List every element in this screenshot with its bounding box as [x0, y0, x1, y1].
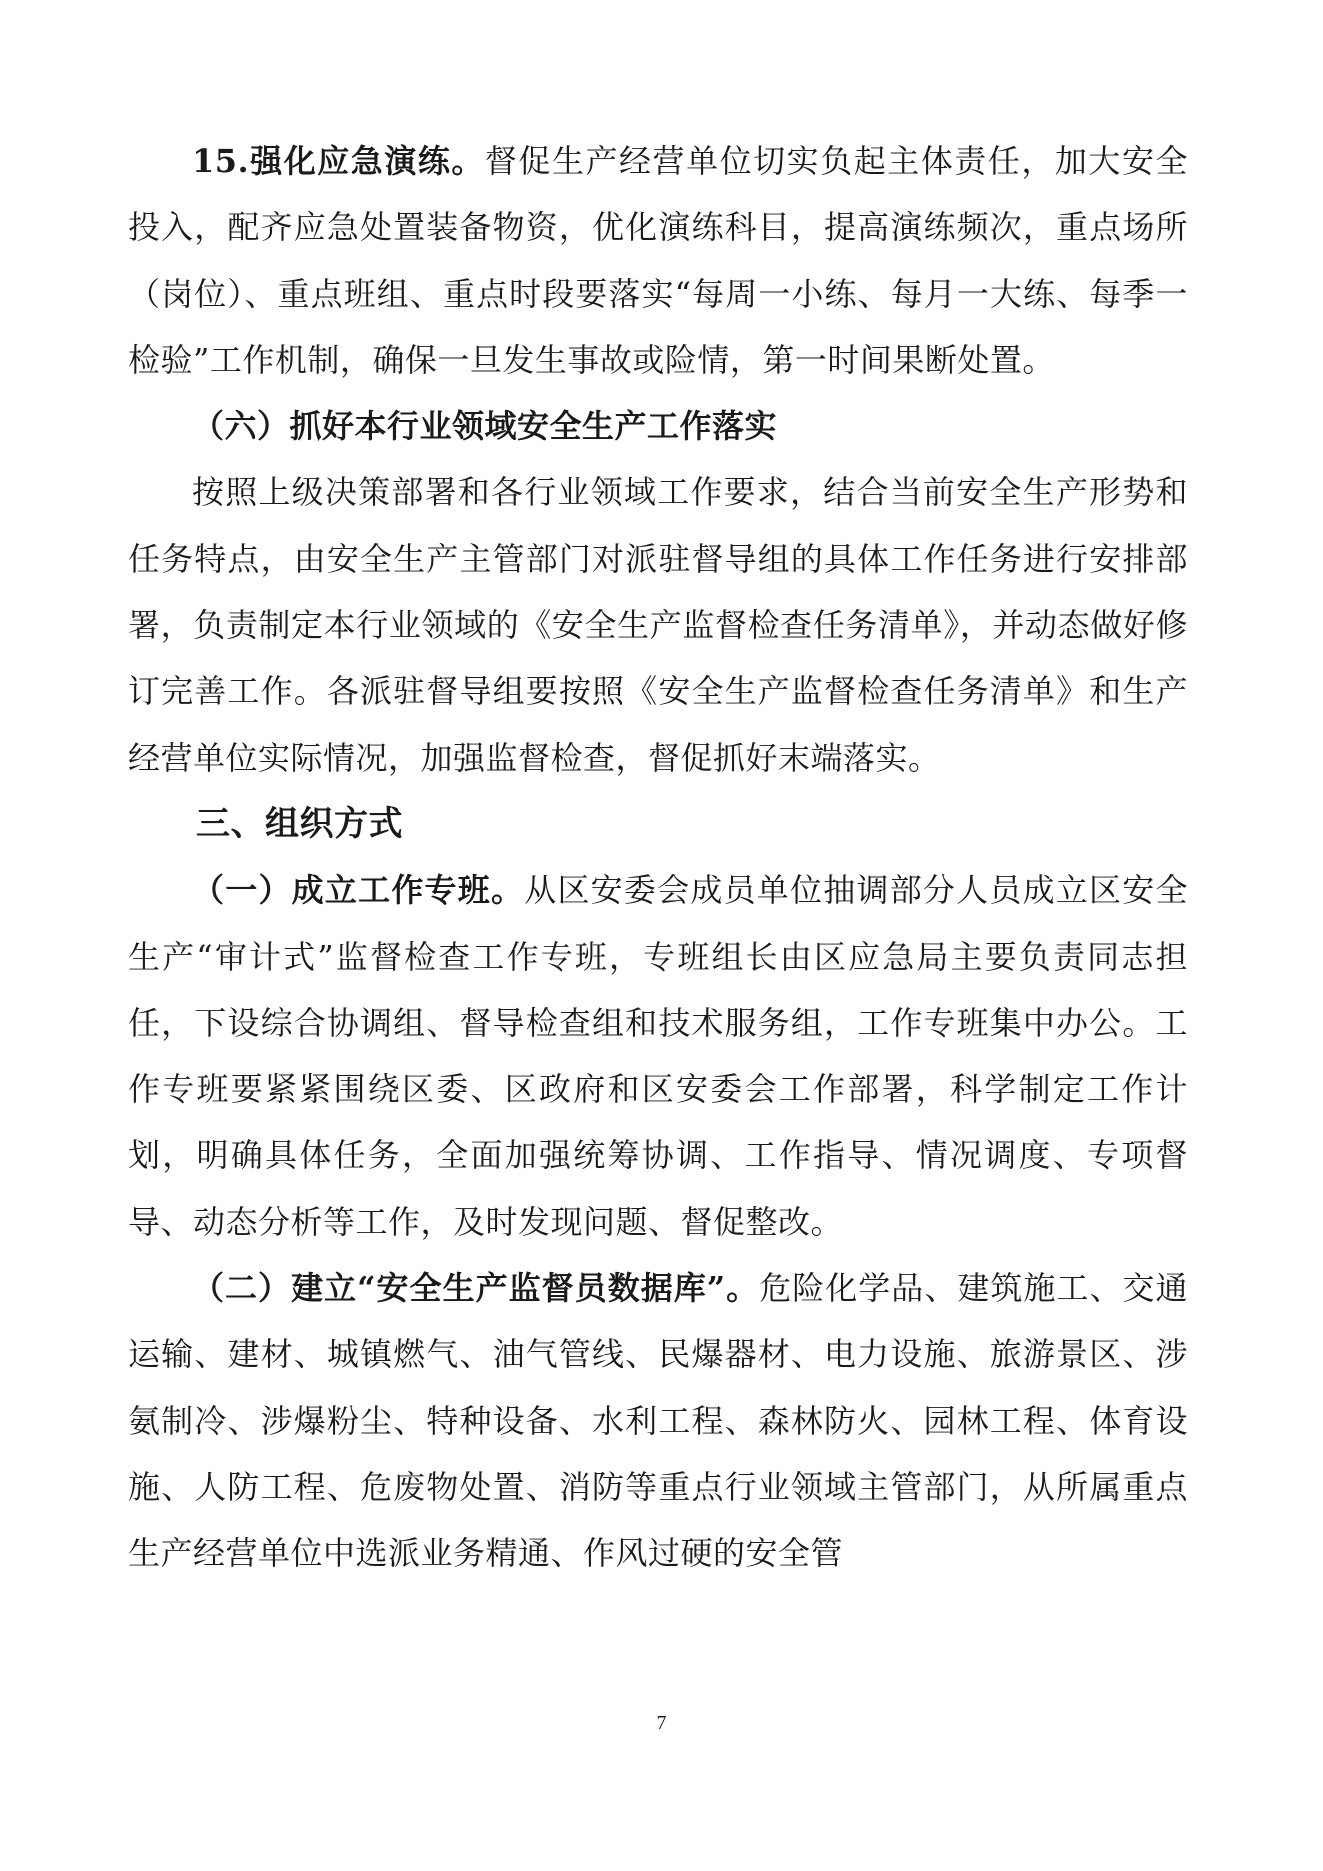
- paragraph-lead: 15.强化应急演练。: [192, 142, 485, 180]
- chapter-heading-organization: 三、组织方式: [196, 803, 403, 844]
- paragraph-body: 督促生产经营单位切实负起主体责任，加大安全投入，配齐应急处置装备物资，优化演练科目，提高演练频次，重点场所（岗位）、重点班组、重点时段要落实“每周一小练、每月一大练、每季一检验”工作机制，确保一旦发生事故或险情，第一时间果断处置。: [128, 142, 1188, 379]
- section-heading-industry: （六）抓好本行业领域安全生产工作落实: [192, 407, 778, 446]
- paragraph-lead: （一）成立工作专班。: [192, 871, 525, 910]
- paragraph-body: 危险化学品、建筑施工、交通运输、建材、城镇燃气、油气管线、民爆器材、电力设施、旅游景区、涉氨制冷、涉爆粉尘、特种设备、水利工程、森林防火、园林工程、体育设施、人防工程、危废物处置、消防等重点行业领域主管部门，从所属重点生产经营单位中选派业务精通、作风过硬的安全管: [128, 1269, 1188, 1573]
- document-page: [128, 128, 1188, 1587]
- paragraph-lead: （二）建立“安全生产监督员数据库”。: [192, 1269, 760, 1308]
- paragraph-supervisor-database: [128, 1255, 1188, 1586]
- paragraph-body: 从区安委会成员单位抽调部分人员成立区安全生产“审计式”监督检查工作专班，专班组长由区应急局主要负责同志担任，下设综合协调组、督导检查组和技术服务组，工作专班集中办公。工作专班要紧紧围绕区委、区政府和区安委会工作部署，科学制定工作计划，明确具体任务，全面加强统筹协调、工作指导、情况调度、专项督导、动态分析等工作，及时发现问题、督促整改。: [128, 871, 1188, 1241]
- paragraph-industry-body: 按照上级决策部署和各行业领域工作要求，结合当前安全生产形势和任务特点，由安全生产主管部门对派驻督导组的具体工作任务进行安排部署，负责制定本行业领域的《安全生产监督检查任务清单》，并动态做好修订完善工作。各派驻督导组要按照《安全生产监督检查任务清单》和生产经营单位实际情况，加强监督检查，督促抓好末端落实。: [128, 473, 1188, 777]
- paragraph-emergency-drill: [128, 128, 1188, 393]
- paragraph-working-group: [128, 857, 1188, 1255]
- page-number: 7: [656, 1712, 667, 1734]
